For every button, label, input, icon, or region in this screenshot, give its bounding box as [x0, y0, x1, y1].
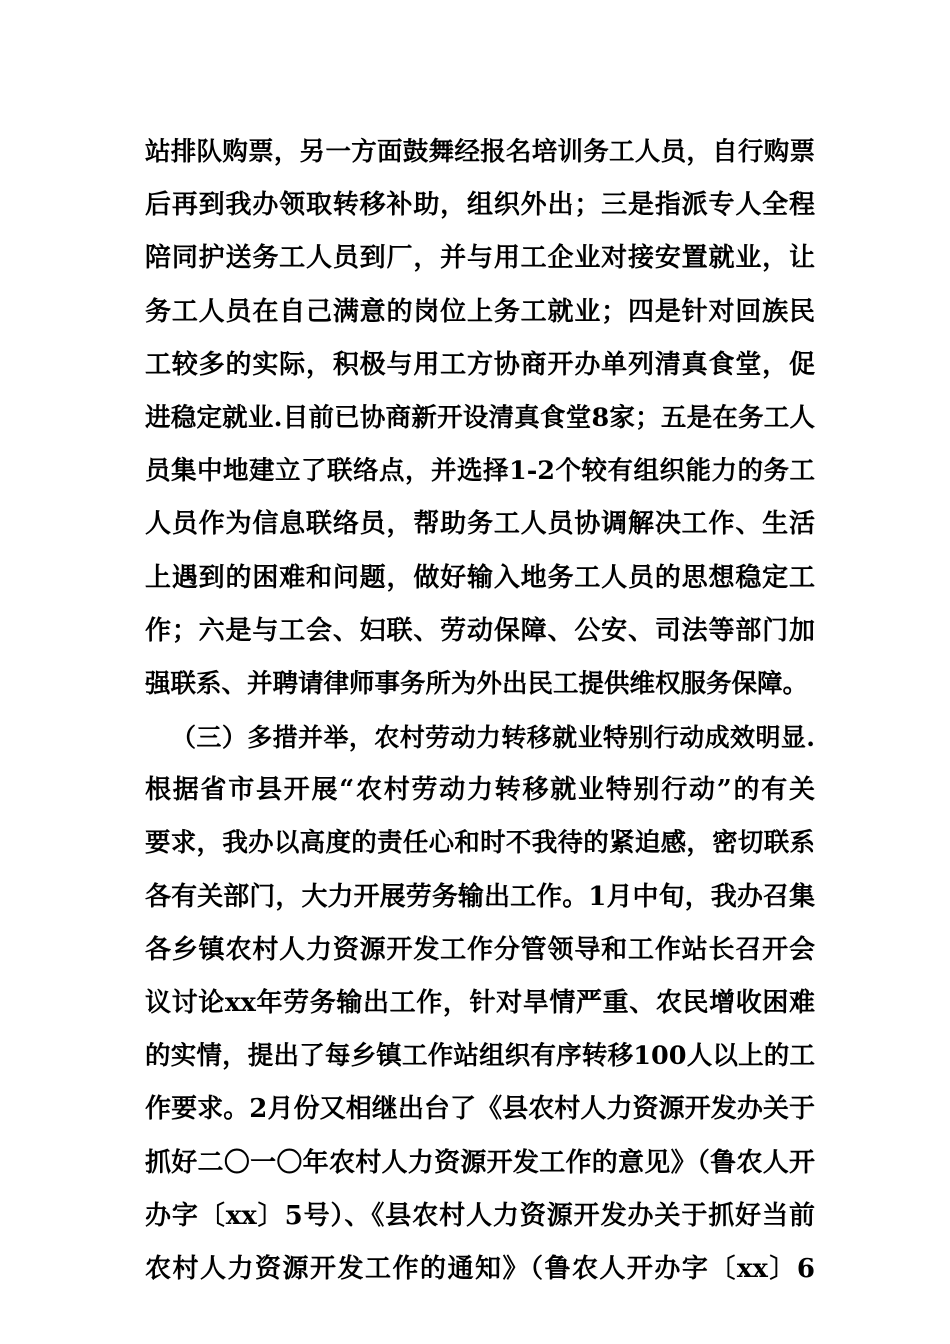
text-line: 进稳定就业.目前已协商新开设清真食堂8家；五是在务工人: [145, 402, 815, 433]
paragraph-last-line: 强联系、并聘请律师事务所为外出民工提供维权服务保障。: [145, 668, 809, 699]
text-line: 的实情，提出了每乡镇工作站组织有序转移100人以上的工: [145, 1041, 815, 1072]
text-line: 上遇到的困难和问题，做好输入地务工人员的思想稳定工: [145, 562, 815, 593]
text-line: 议讨论xx年劳务输出工作，针对旱情严重、农民增收困难: [145, 988, 815, 1018]
text-line: 根据省市县开展“农村劳动力转移就业特别行动”的有关: [145, 775, 815, 806]
text-line: 人员作为信息联络员，帮助务工人员协调解决工作、生活: [145, 509, 815, 540]
body-text: [145, 126, 815, 1296]
text-line: 务工人员在自己满意的岗位上务工就业；四是针对回族民: [145, 296, 815, 327]
text-line: 农村人力资源开发工作的通知》（鲁农人开办字〔xx〕6: [145, 1253, 815, 1284]
text-line: 各有关部门，大力开展劳务输出工作。1月中旬，我办召集: [145, 881, 815, 912]
text-line: 陪同护送务工人员到厂，并与用工企业对接安置就业，让: [145, 243, 815, 274]
text-line: 员集中地建立了联络点，并选择1-2个较有组织能力的务工: [145, 456, 815, 487]
text-line: 抓好二〇一〇年农村人力资源开发工作的意见》（鲁农人开: [145, 1147, 815, 1178]
text-line: 各乡镇农村人力资源开发工作分管领导和工作站长召开会: [145, 934, 815, 965]
section-heading-line: （三）多措并举，农村劳动力转移就业特别行动成效明显.: [171, 723, 815, 753]
text-line: 工较多的实际，积极与用工方协商开办单列清真食堂，促: [145, 349, 815, 380]
text-line: 办字〔xx〕5号）、《县农村人力资源开发办关于抓好当前: [145, 1200, 815, 1231]
text-line: 要求，我办以高度的责任心和时不我待的紧迫感，密切联系: [145, 828, 815, 859]
text-line: 作；六是与工会、妇联、劳动保障、公安、司法等部门加: [145, 615, 815, 646]
text-line: 站排队购票，另一方面鼓舞经报名培训务工人员，自行购票: [145, 137, 815, 167]
text-line: 作要求。2月份又相继出台了《县农村人力资源开发办关于: [145, 1094, 815, 1125]
text-line: 后再到我办领取转移补助，组织外出；三是指派专人全程: [145, 190, 815, 221]
